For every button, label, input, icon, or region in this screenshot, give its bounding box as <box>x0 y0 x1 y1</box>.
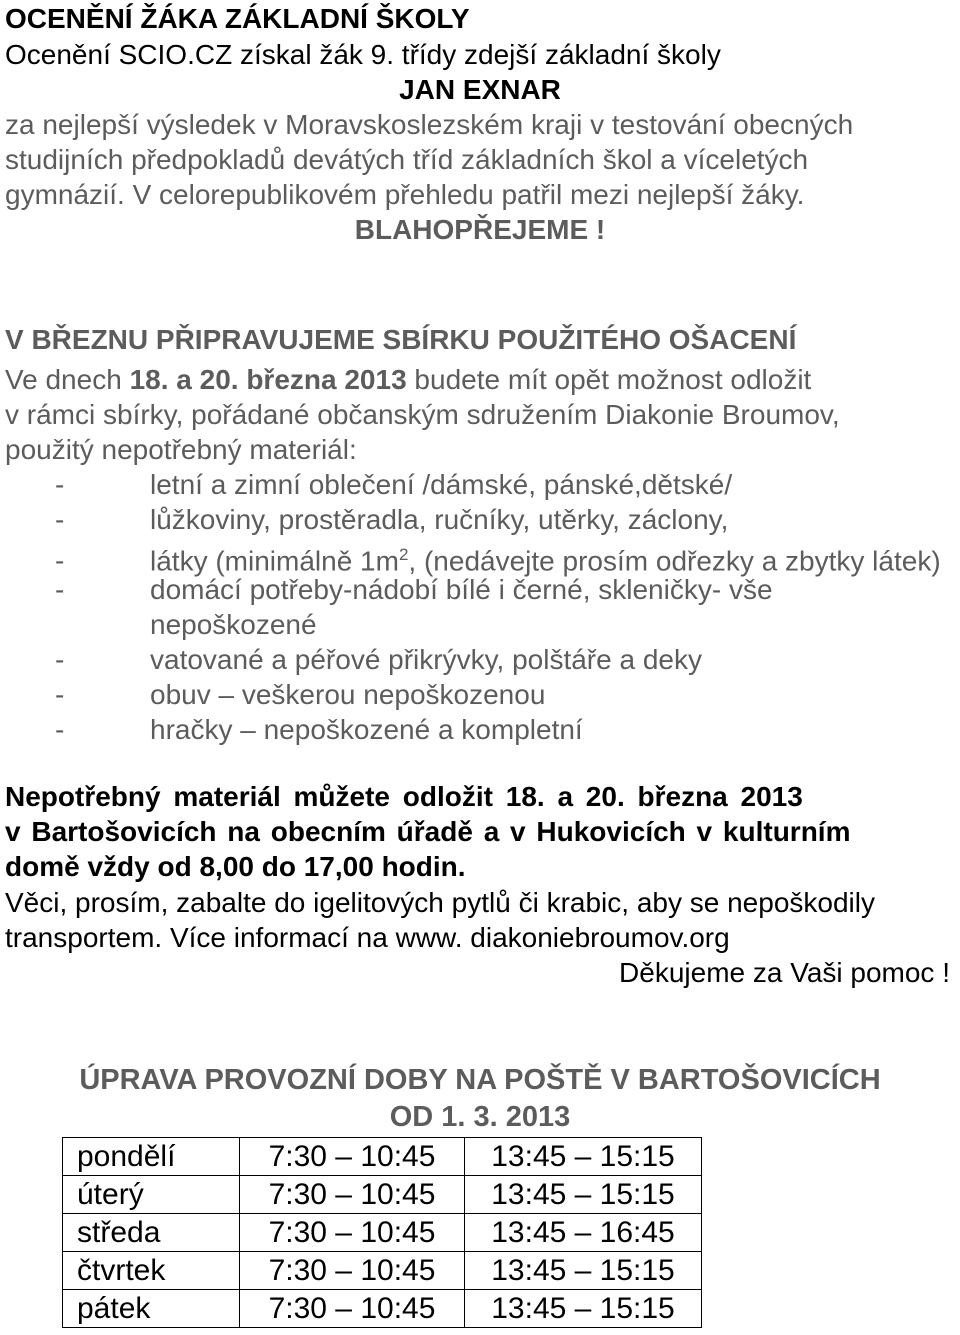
list-item <box>55 643 702 677</box>
table-row <box>63 1252 702 1290</box>
collection-intro-line-1 <box>5 363 955 397</box>
packing-line-2: transportem. Více informací na www. diakoniebroumov.org <box>5 922 730 953</box>
day-cell: pátek <box>63 1290 240 1328</box>
list-dash: - <box>55 469 65 500</box>
drop-off-line-2: v Bartošovicích na obecním úřadě a v Hukovicích v kulturním <box>5 816 851 847</box>
afternoon-hours-cell: 13:45 – 15:15 <box>465 1176 702 1214</box>
post-subheading: OD 1. 3. 2013 <box>389 1101 571 1133</box>
list-dash: - <box>55 714 65 745</box>
list-item-continuation: nepoškozené <box>150 609 317 640</box>
table-row <box>63 1138 702 1176</box>
list-item-text: lůžkoviny, prostěradla, ručníky, utěrky, záclony, <box>150 504 729 535</box>
congrats-text: BLAHOPŘEJEME ! <box>354 214 606 245</box>
award-line-4: gymnázií. V celorepublikovém přehledu patřil mezi nejlepší žáky. <box>5 179 805 210</box>
collection-intro-line-3: použitý nepotřebný materiál: <box>5 434 357 465</box>
afternoon-hours-cell: 13:45 – 16:45 <box>465 1214 702 1252</box>
award-line-3: studijních předpokladů devátých tříd základních škol a víceletých <box>5 144 809 175</box>
list-item <box>55 713 583 747</box>
day-cell: středa <box>63 1214 240 1252</box>
award-line-1: Ocenění SCIO.CZ získal žák 9. třídy zdejší základní školy <box>5 39 721 70</box>
list-item-text-rest: , (nedávejte prosím odřezky a zbytky látek) <box>408 545 941 577</box>
thanks-text: Děkujeme za Vaši pomoc ! <box>619 957 950 988</box>
packing-line-1: Věci, prosím, zabalte do igelitových pytlů či krabic, aby se nepoškodily <box>5 887 875 918</box>
afternoon-hours-cell: 13:45 – 15:15 <box>465 1252 702 1290</box>
list-dash: - <box>55 545 65 577</box>
list-item-text: letní a zimní oblečení /dámské, pánské,dětské/ <box>150 469 733 500</box>
student-name: JAN EXNAR <box>399 74 561 105</box>
intro-lead: Ve dnech <box>5 364 122 395</box>
collection-heading: V BŘEZNU PŘIPRAVUJEME SBÍRKU POUŽITÉHO OŠACENÍ <box>5 324 797 355</box>
drop-off-line-1: Nepotřebný materiál můžete odložit 18. a 20. března 2013 <box>5 781 803 812</box>
morning-hours-cell: 7:30 – 10:45 <box>240 1138 465 1176</box>
list-item <box>55 468 732 502</box>
list-dash: - <box>55 644 65 675</box>
list-item-text: vatované a péřové přikrývky, polštáře a deky <box>150 644 702 675</box>
morning-hours-cell: 7:30 – 10:45 <box>240 1290 465 1328</box>
list-item-text: domácí potřeby-nádobí bílé i černé, skleničky- vše <box>150 574 773 605</box>
opening-hours-table <box>62 1137 702 1328</box>
collection-intro-line-2: v rámci sbírky, pořádané občanským sdružením Diakonie Broumov, <box>5 399 840 430</box>
intro-dates: 18. a 20. března 2013 <box>129 364 407 395</box>
afternoon-hours-cell: 13:45 – 15:15 <box>465 1290 702 1328</box>
superscript-two: 2 <box>398 545 409 564</box>
table-row <box>63 1214 702 1252</box>
table-row <box>63 1176 702 1214</box>
award-line-2: za nejlepší výsledek v Moravskoslezském kraji v testování obecných <box>5 109 854 140</box>
list-dash: - <box>55 679 65 710</box>
day-cell: úterý <box>63 1176 240 1214</box>
list-item-text: obuv – veškerou nepoškozenou <box>150 679 546 710</box>
list-dash: - <box>55 504 65 535</box>
list-item <box>55 503 728 537</box>
morning-hours-cell: 7:30 – 10:45 <box>240 1176 465 1214</box>
list-item-text: hračky – nepoškozené a kompletní <box>150 714 583 745</box>
morning-hours-cell: 7:30 – 10:45 <box>240 1214 465 1252</box>
intro-rest: budete mít opět možnost odložit <box>414 364 812 395</box>
list-item <box>55 573 773 607</box>
list-item <box>55 678 545 712</box>
post-heading: ÚPRAVA PROVOZNÍ DOBY NA POŠTĚ V BARTOŠOVICÍCH <box>79 1064 881 1096</box>
drop-off-line-3: domě vždy od 8,00 do 17,00 hodin. <box>5 851 466 882</box>
afternoon-hours-cell: 13:45 – 15:15 <box>465 1138 702 1176</box>
day-cell: pondělí <box>63 1138 240 1176</box>
table-row <box>63 1290 702 1328</box>
award-heading: OCENĚNÍ ŽÁKA ZÁKLADNÍ ŠKOLY <box>5 3 470 34</box>
day-cell: čtvrtek <box>63 1252 240 1290</box>
list-dash: - <box>55 574 65 605</box>
list-item-text: látky (minimálně 1m <box>150 545 399 577</box>
morning-hours-cell: 7:30 – 10:45 <box>240 1252 465 1290</box>
